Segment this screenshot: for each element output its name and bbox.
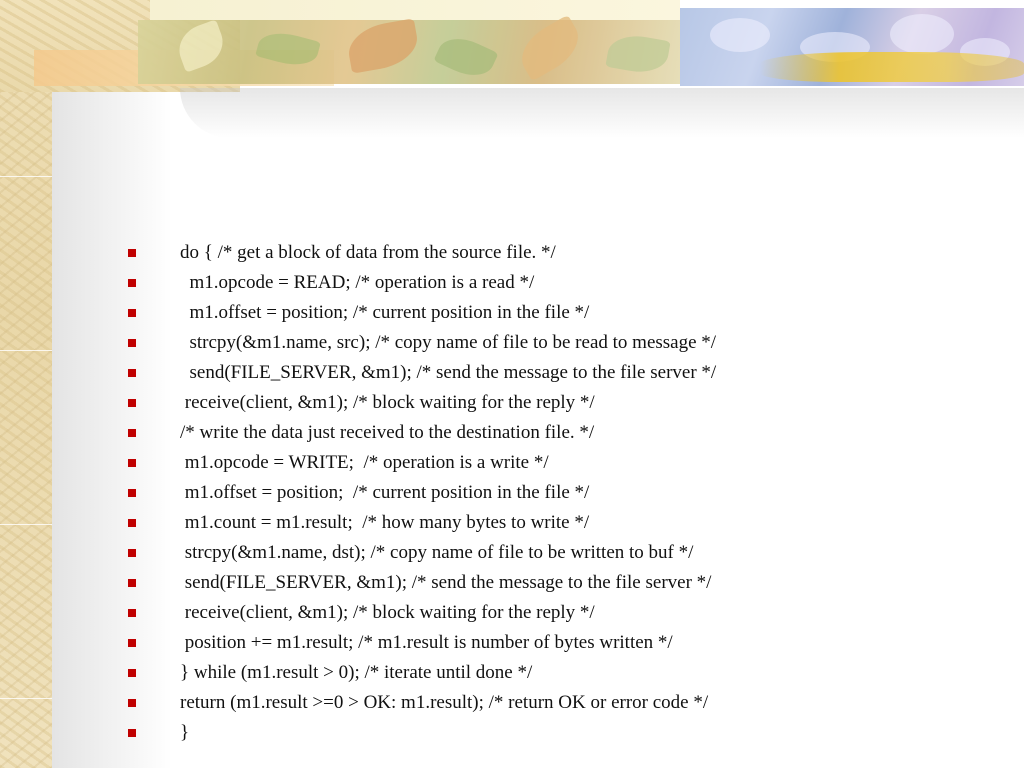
bullet-line bbox=[128, 718, 988, 748]
bullet-line-text: m1.opcode = READ; /* operation is a read */ bbox=[180, 272, 535, 293]
bullet-line-text: m1.offset = position; /* current position in the file */ bbox=[180, 482, 590, 503]
bullet-line bbox=[128, 328, 988, 358]
square-bullet-icon bbox=[128, 249, 136, 257]
slide-content bbox=[128, 238, 988, 748]
bullet-line-text: position += m1.result; /* m1.result is number of bytes written */ bbox=[180, 632, 673, 653]
bullet-line bbox=[128, 268, 988, 298]
bullet-line bbox=[128, 448, 988, 478]
bullet-line bbox=[128, 358, 988, 388]
leaf-shape bbox=[345, 18, 422, 73]
bullet-line bbox=[128, 298, 988, 328]
bullet-line bbox=[128, 688, 988, 718]
bullet-line-text: receive(client, &m1); /* block waiting for the reply */ bbox=[180, 602, 595, 623]
bullet-line-text: } bbox=[180, 722, 190, 743]
leaf-shape bbox=[433, 30, 498, 84]
banner-top-band bbox=[150, 0, 690, 20]
petal-shape bbox=[890, 14, 954, 54]
square-bullet-icon bbox=[128, 639, 136, 647]
square-bullet-icon bbox=[128, 309, 136, 317]
bullet-line bbox=[128, 568, 988, 598]
bullet-line-text: do { /* get a block of data from the source file. */ bbox=[180, 242, 556, 263]
bullet-line-text: m1.count = m1.result; /* how many bytes to write */ bbox=[180, 512, 590, 533]
square-bullet-icon bbox=[128, 339, 136, 347]
petal-shape bbox=[710, 18, 770, 52]
bullet-line-text: m1.offset = position; /* current position in the file */ bbox=[180, 302, 590, 323]
bullet-line bbox=[128, 418, 988, 448]
bullet-line bbox=[128, 628, 988, 658]
bullet-line-text: strcpy(&m1.name, src); /* copy name of file to be read to message */ bbox=[180, 332, 717, 353]
square-bullet-icon bbox=[128, 669, 136, 677]
bullet-line-text: m1.opcode = WRITE; /* operation is a write */ bbox=[180, 452, 549, 473]
bullet-line bbox=[128, 238, 988, 268]
square-bullet-icon bbox=[128, 609, 136, 617]
bullet-line bbox=[128, 598, 988, 628]
banner-gold-flowers bbox=[760, 52, 1024, 82]
banner-shadow bbox=[180, 88, 1024, 138]
square-bullet-icon bbox=[128, 579, 136, 587]
bullet-line-text: receive(client, &m1); /* block waiting for the reply */ bbox=[180, 392, 595, 413]
square-bullet-icon bbox=[128, 369, 136, 377]
bullet-line bbox=[128, 508, 988, 538]
square-bullet-icon bbox=[128, 489, 136, 497]
bullet-line-text: send(FILE_SERVER, &m1); /* send the message to the file server */ bbox=[180, 572, 712, 593]
header-banner bbox=[0, 0, 1024, 92]
square-bullet-icon bbox=[128, 729, 136, 737]
square-bullet-icon bbox=[128, 699, 136, 707]
bullet-line-text: send(FILE_SERVER, &m1); /* send the message to the file server */ bbox=[180, 362, 717, 383]
square-bullet-icon bbox=[128, 549, 136, 557]
bullet-line bbox=[128, 478, 988, 508]
leaf-shape bbox=[605, 31, 670, 77]
leaf-shape bbox=[512, 15, 587, 82]
bullet-line bbox=[128, 658, 988, 688]
bullet-line-text: /* write the data just received to the destination file. */ bbox=[180, 422, 595, 443]
banner-top-line bbox=[680, 0, 1024, 8]
square-bullet-icon bbox=[128, 459, 136, 467]
leaf-shape bbox=[173, 19, 230, 72]
square-bullet-icon bbox=[128, 399, 136, 407]
strip-seam bbox=[0, 524, 52, 525]
left-parchment-strip bbox=[0, 0, 52, 768]
strip-seam bbox=[0, 698, 52, 699]
code-bullet-list bbox=[128, 238, 988, 748]
bullet-line-text: } while (m1.result > 0); /* iterate until done */ bbox=[180, 662, 533, 683]
square-bullet-icon bbox=[128, 519, 136, 527]
leaf-shape bbox=[255, 27, 321, 72]
bullet-line bbox=[128, 388, 988, 418]
strip-seam bbox=[0, 176, 52, 177]
banner-leaves-image bbox=[138, 20, 698, 84]
strip-seam bbox=[0, 350, 52, 351]
square-bullet-icon bbox=[128, 279, 136, 287]
bullet-line-text: return (m1.result >=0 > OK: m1.result); /* return OK or error code */ bbox=[180, 692, 709, 713]
bullet-line-text: strcpy(&m1.name, dst); /* copy name of file to be written to buf */ bbox=[180, 542, 694, 563]
square-bullet-icon bbox=[128, 429, 136, 437]
bullet-line bbox=[128, 538, 988, 568]
